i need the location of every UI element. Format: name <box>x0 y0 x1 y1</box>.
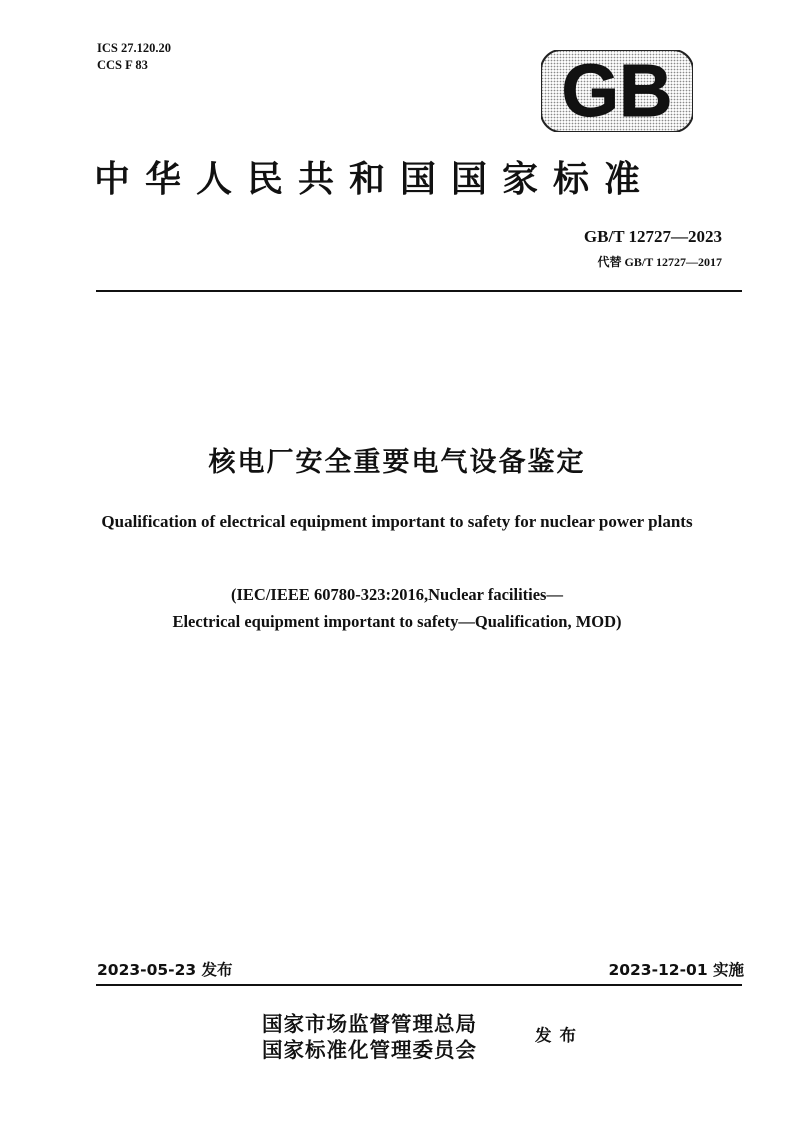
document-title-chinese: 核电厂安全重要电气设备鉴定 <box>208 447 586 478</box>
issuer-samr: 国家市场监督管理总局 <box>262 1012 477 1036</box>
ics-code: ICS 27.120.20 <box>97 41 171 55</box>
standard-number: GB/T 12727—2023 <box>583 227 722 246</box>
iec-reference-line-2: Electrical equipment important to safety—Qualification, MOD) <box>172 612 622 631</box>
classification-codes <box>97 40 171 74</box>
issue-date: 2023-05-23 发布 <box>97 961 233 979</box>
top-divider <box>96 290 742 292</box>
gb-logo <box>541 50 693 132</box>
svg-text:GB: GB <box>561 50 673 132</box>
replaces-standard: 代替 GB/T 12727—2017 <box>597 255 722 269</box>
issuing-authorities <box>262 1011 477 1063</box>
iec-reference <box>0 581 794 635</box>
publish-label: 发布 <box>535 1026 584 1045</box>
ccs-code: CCS F 83 <box>97 58 148 72</box>
bottom-divider <box>96 984 742 986</box>
iec-reference-line-1: (IEC/IEEE 60780-323:2016,Nuclear facilities— <box>231 585 563 604</box>
national-standard-title: 中华人民共和国国家标准 <box>94 158 656 200</box>
issuer-sac: 国家标准化管理委员会 <box>262 1038 477 1062</box>
document-title-english: Qualification of electrical equipment important to safety for nuclear power plants <box>101 512 693 531</box>
implementation-date: 2023-12-01 实施 <box>608 961 744 979</box>
